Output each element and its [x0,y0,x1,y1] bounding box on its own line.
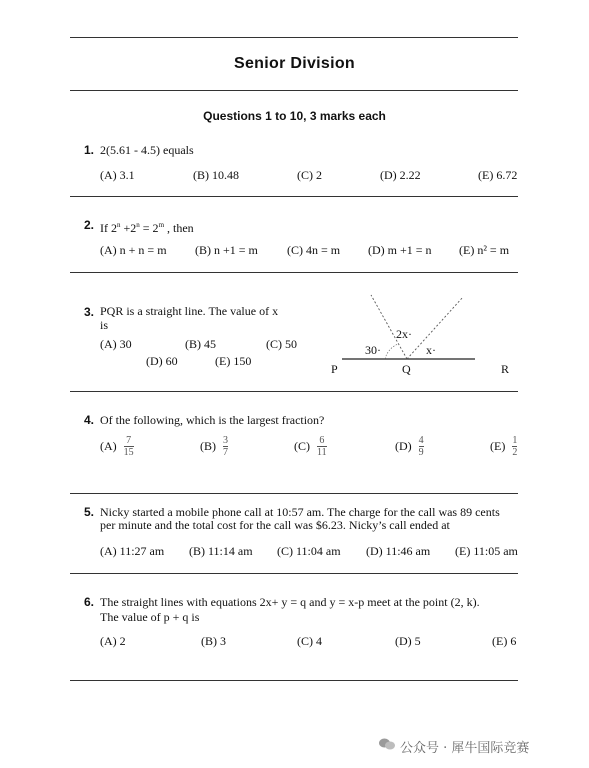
q4-option-a[interactable] [100,436,134,458]
numerator: 7 [126,435,132,446]
q5-option-c[interactable]: (C) 11:04 am [277,544,341,558]
divider-5 [70,573,518,574]
question-6-number: 6. [84,595,95,609]
q2-exponent: n [136,221,140,229]
q5-option-a[interactable]: (A) 11:27 am [100,544,165,558]
q2-option-d[interactable]: (D) m +1 = n [368,243,432,257]
q4-option-d[interactable] [395,436,424,458]
top-rule [70,37,518,38]
label-p: P [331,362,338,376]
denominator: 15 [123,447,134,458]
q2-text-part: = 2 [139,221,159,235]
angle-diagram [325,290,525,382]
question-3-number: 3. [84,305,95,319]
divider-4 [70,493,518,494]
q2-exponent: n [117,221,121,229]
numerator: 4 [418,435,424,446]
divider-1 [70,196,518,197]
option-label: (E) [490,438,506,453]
label-2x: 2x· [396,327,412,341]
q2-text-part: +2 [120,221,137,235]
q5-option-d[interactable]: (D) 11:46 am [366,544,431,558]
q2-option-a[interactable]: (A) n + n = m [100,243,167,257]
q1-option-b[interactable]: (B) 10.48 [193,168,239,182]
question-2-number: 2. [84,218,95,232]
divider-2 [70,272,518,273]
label-r: R [501,362,510,376]
label-30: 30· [365,343,381,357]
q3-option-d[interactable]: (D) 60 [146,354,178,368]
watermark-text: 公众号 · 犀牛国际竞赛 [400,741,530,756]
denominator: 9 [418,447,424,458]
page-title: Senior Division [234,55,355,72]
question-6-text-line2: The value of p + q is [100,610,200,624]
question-3-text-line1: PQR is a straight line. The value of x [100,304,279,318]
question-5-number: 5. [84,505,95,519]
q1-option-c[interactable]: (C) 2 [297,168,322,182]
q3-option-c[interactable]: (C) 50 [266,337,297,351]
q1-option-a[interactable]: (A) 3.1 [100,168,135,182]
label-q: Q [402,362,411,376]
question-3-text-line2: is [100,318,109,332]
q5-option-b[interactable]: (B) 11:14 am [189,544,253,558]
q2-option-c[interactable]: (C) 4n = m [287,243,341,257]
option-label: (B) [200,438,216,453]
q3-option-a[interactable]: (A) 30 [100,337,132,351]
angle-diagram-svg [325,290,525,382]
q4-option-b[interactable] [200,436,228,458]
q2-option-e[interactable]: (E) n² = m [459,243,510,257]
q6-option-d[interactable]: (D) 5 [395,634,421,648]
question-1-text: 2(5.61 - 4.5) equals [100,143,194,157]
question-4-number: 4. [84,413,95,427]
q6-option-c[interactable]: (C) 4 [297,634,322,648]
q3-option-b[interactable]: (B) 45 [185,337,216,351]
divider-3 [70,391,518,392]
fraction [512,436,517,458]
fraction [419,436,424,458]
denominator: 11 [317,447,327,458]
q6-option-b[interactable]: (B) 3 [201,634,226,648]
question-1-number: 1. [84,143,95,157]
fraction [223,436,228,458]
title-rule [70,90,518,91]
denominator: 2 [512,447,518,458]
question-6-text-line1: The straight lines with equations 2x+ y = q and y = x-p meet at the point (2, k). [100,595,480,609]
option-label: (C) [294,438,310,453]
numerator: 3 [223,435,228,446]
bottom-rule [70,680,518,681]
question-2-text [100,218,194,235]
q6-option-e[interactable]: (E) 6 [492,634,517,648]
fraction [317,436,327,458]
section-subtitle: Questions 1 to 10, 3 marks each [203,109,386,123]
numerator: 1 [512,435,518,446]
question-5-text-line2: per minute and the total cost for the call was $6.23. Nicky’s call ended at [100,518,450,532]
numerator: 6 [319,435,325,446]
option-label: (D) [395,438,412,453]
q2-text-part: If 2 [100,221,117,235]
question-5-text-line1: Nicky started a mobile phone call at 10:57 am. The charge for the call was 89 cents [100,505,500,519]
q2-exponent: m [158,221,165,229]
denominator: 7 [223,447,228,458]
question-4-text: Of the following, which is the largest fraction? [100,413,325,427]
label-x: x· [426,343,436,357]
q2-text-part: , then [164,221,194,235]
q4-option-e[interactable] [490,436,517,458]
fraction [124,436,134,458]
q1-option-e[interactable]: (E) 6.72 [478,168,518,182]
q1-option-d[interactable]: (D) 2.22 [380,168,421,182]
q5-option-e[interactable]: (E) 11:05 am [455,544,518,558]
q4-option-c[interactable] [294,436,327,458]
option-label: (A) [100,438,117,453]
wechat-icon [378,737,396,751]
angle-30-arc [385,344,398,359]
q3-option-e[interactable]: (E) 150 [215,354,252,368]
q2-option-b[interactable]: (B) n +1 = m [195,243,258,257]
q6-option-a[interactable]: (A) 2 [100,634,126,648]
